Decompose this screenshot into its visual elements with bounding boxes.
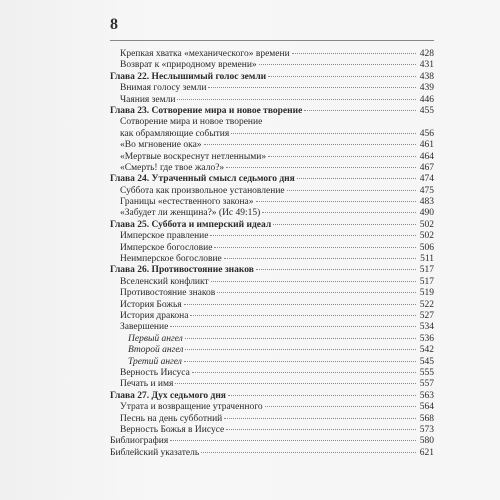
toc-entry-page: 534 — [419, 322, 434, 333]
dot-leader — [190, 315, 416, 316]
toc-entry-title: Границы «естественного закона» — [120, 197, 254, 208]
toc-entry-page: 557 — [419, 379, 434, 390]
toc-entry — [110, 231, 434, 242]
toc-entry — [110, 436, 434, 447]
dot-leader — [297, 178, 416, 179]
dot-leader — [185, 338, 416, 339]
toc-entry — [110, 334, 434, 345]
toc-chapter-entry — [110, 106, 434, 117]
toc-entry-title: Библейский указатель — [110, 447, 200, 458]
dot-leader — [177, 99, 416, 100]
toc-entry-title: Глава 26. Противостояние знаков — [110, 265, 254, 276]
toc-entry-title: Имперское богословие — [120, 242, 213, 253]
dot-leader — [256, 201, 416, 202]
toc-entry-page: 522 — [419, 299, 434, 310]
dot-leader — [231, 133, 416, 134]
dot-leader — [208, 87, 416, 88]
dot-leader — [175, 383, 416, 384]
toc-entry-title: Верность Иисуса — [120, 367, 190, 378]
toc-chapter-entry — [110, 174, 434, 185]
toc-entry-page: 519 — [419, 288, 434, 299]
toc-entry-title: Верность Божья в Иисусе — [120, 424, 225, 435]
toc-entry-page: 573 — [419, 424, 434, 435]
toc-entry — [110, 288, 434, 299]
toc-entry — [110, 322, 434, 333]
toc-entry-page: 517 — [419, 265, 434, 276]
toc-entry-page: 483 — [419, 197, 434, 208]
toc-entry-page: 517 — [419, 276, 434, 287]
toc-entry-page: 490 — [419, 208, 434, 219]
toc-entry-page: 545 — [419, 356, 434, 367]
dot-leader — [217, 292, 416, 293]
dot-leader — [287, 190, 416, 191]
toc-entry-page: 564 — [419, 402, 434, 413]
dot-leader — [228, 395, 416, 396]
toc-entry-title: «Смерть! где твое жало?» — [120, 162, 225, 173]
toc-entry-page: 475 — [419, 185, 434, 196]
dot-leader — [226, 429, 416, 430]
toc-entry — [110, 402, 434, 413]
dot-leader — [304, 110, 416, 111]
toc-entry-title: Глава 27. Дух седьмого дня — [110, 390, 226, 401]
toc-entry-page: 555 — [419, 367, 434, 378]
toc-entry-page: 502 — [419, 219, 434, 230]
toc-entry — [110, 243, 434, 254]
header-rule — [110, 40, 434, 41]
toc-entry-title: Суббота как произвольное установление — [120, 185, 285, 196]
toc-entry-title: Песнь на день субботний — [120, 413, 223, 424]
toc-entry-title: Утрата и возвращение утраченного — [120, 402, 263, 413]
toc-entry-page: 446 — [419, 94, 434, 105]
toc-chapter-entry — [110, 220, 434, 231]
toc-entry-page: 542 — [419, 345, 434, 356]
dot-leader — [259, 64, 416, 65]
toc-entry — [110, 379, 434, 390]
toc-entry-page: 506 — [419, 242, 434, 253]
dot-leader — [273, 224, 416, 225]
toc-entry — [110, 448, 434, 459]
toc-entry-title: Библиография — [110, 436, 169, 447]
toc-entry-page: 568 — [419, 413, 434, 424]
table-of-contents — [110, 49, 434, 459]
toc-entry — [110, 60, 434, 71]
toc-entry-title: Глава 25. Суббота и имперский идеал — [110, 219, 272, 230]
toc-entry-title: Глава 23. Сотворение мира и новое творение — [110, 105, 303, 116]
toc-entry-title: Крепкая хватка «механического» времени — [120, 49, 290, 59]
dot-leader — [211, 281, 416, 282]
dot-leader — [226, 167, 416, 168]
toc-entry-title: «Забудет ли женщина?» (Ис 49:15) — [120, 208, 261, 219]
toc-entry-title: Третий ангел — [128, 356, 182, 367]
toc-entry — [110, 197, 434, 208]
toc-entry-title: Внимая голосу земли — [120, 83, 207, 94]
toc-entry-title: История Божья — [120, 299, 182, 310]
toc-entry — [110, 163, 434, 174]
toc-chapter-entry — [110, 265, 434, 276]
toc-entry — [110, 83, 434, 94]
toc-entry-title: Завершение — [120, 322, 169, 333]
toc-entry-title: Вселенский конфликт — [120, 276, 209, 287]
dot-leader — [185, 349, 416, 350]
toc-entry — [110, 117, 434, 128]
toc-entry — [110, 95, 434, 106]
toc-entry — [110, 357, 434, 368]
toc-entry-title: История дракона — [120, 310, 189, 321]
toc-entry — [110, 129, 434, 140]
dot-leader — [204, 144, 416, 145]
toc-entry — [110, 311, 434, 322]
toc-entry — [110, 186, 434, 197]
toc-entry-title: как обрамляющие события — [120, 128, 230, 139]
dot-leader — [192, 372, 416, 373]
toc-entry-page: 511 — [420, 254, 434, 265]
toc-entry-page: 456 — [419, 128, 434, 139]
toc-entry-page: 464 — [419, 151, 434, 162]
dot-leader — [224, 258, 416, 259]
dot-leader — [170, 326, 416, 327]
toc-entry-page: 461 — [419, 140, 434, 151]
toc-entry — [110, 208, 434, 219]
toc-entry-page: 563 — [419, 390, 434, 401]
dot-leader — [201, 452, 416, 453]
toc-entry — [110, 277, 434, 288]
dot-leader — [184, 361, 416, 362]
toc-entry — [110, 425, 434, 436]
toc-entry-title: Первый ангел — [128, 333, 183, 344]
toc-entry — [110, 368, 434, 379]
toc-entry-page: 621 — [419, 447, 434, 458]
dot-leader — [210, 235, 416, 236]
toc-entry-page: 536 — [419, 333, 434, 344]
toc-entry-page: 502 — [419, 231, 434, 242]
dot-leader — [224, 418, 416, 419]
toc-entry-title: Противостояние знаков — [120, 288, 216, 299]
toc-entry-page: 527 — [419, 310, 434, 321]
toc-entry-title: «Во мгновение ока» — [120, 140, 202, 151]
dot-leader — [262, 212, 416, 213]
toc-chapter-entry — [110, 391, 434, 402]
toc-entry-page: 467 — [419, 162, 434, 173]
toc-entry-title: Глава 22. Неслышимый голос земли — [110, 71, 267, 82]
toc-entry-title: «Мертвые воскреснут нетленными» — [120, 151, 267, 162]
dot-leader — [265, 406, 416, 407]
dot-leader — [292, 53, 416, 54]
toc-entry — [110, 140, 434, 151]
toc-entry-title: Печать и имя — [120, 379, 174, 390]
dot-leader — [256, 269, 416, 270]
toc-entry-page: 439 — [419, 83, 434, 94]
toc-entry-title: Чаяния земли — [120, 94, 176, 105]
toc-entry-page: 580 — [419, 436, 434, 447]
toc-entry-page: 431 — [419, 60, 434, 71]
dot-leader — [214, 247, 416, 248]
toc-chapter-entry — [110, 72, 434, 83]
toc-entry — [110, 152, 434, 163]
toc-entry-title: Второй ангел — [128, 345, 184, 356]
toc-entry-page: 428 — [419, 49, 434, 59]
toc-entry-title: Неимперское богословие — [120, 254, 222, 265]
toc-entry — [110, 49, 434, 60]
toc-entry-page: 455 — [419, 105, 434, 116]
toc-entry-title: Глава 24. Утраченный смысл седьмого дня — [110, 174, 295, 185]
dot-leader — [268, 76, 416, 77]
toc-entry — [110, 414, 434, 425]
toc-entry-page: 438 — [419, 71, 434, 82]
dot-leader — [184, 304, 416, 305]
toc-entry — [110, 254, 434, 265]
toc-entry — [110, 345, 434, 356]
dot-leader — [268, 156, 416, 157]
page-number: 8 — [110, 16, 118, 33]
toc-entry-title: Сотворение мира и новое творение — [120, 117, 263, 128]
toc-entry-title: Имперское правление — [120, 231, 209, 242]
dot-leader — [170, 440, 416, 441]
toc-entry — [110, 300, 434, 311]
toc-entry-page: 474 — [419, 174, 434, 185]
toc-entry-title: Возврат к «природному времени» — [120, 60, 257, 71]
